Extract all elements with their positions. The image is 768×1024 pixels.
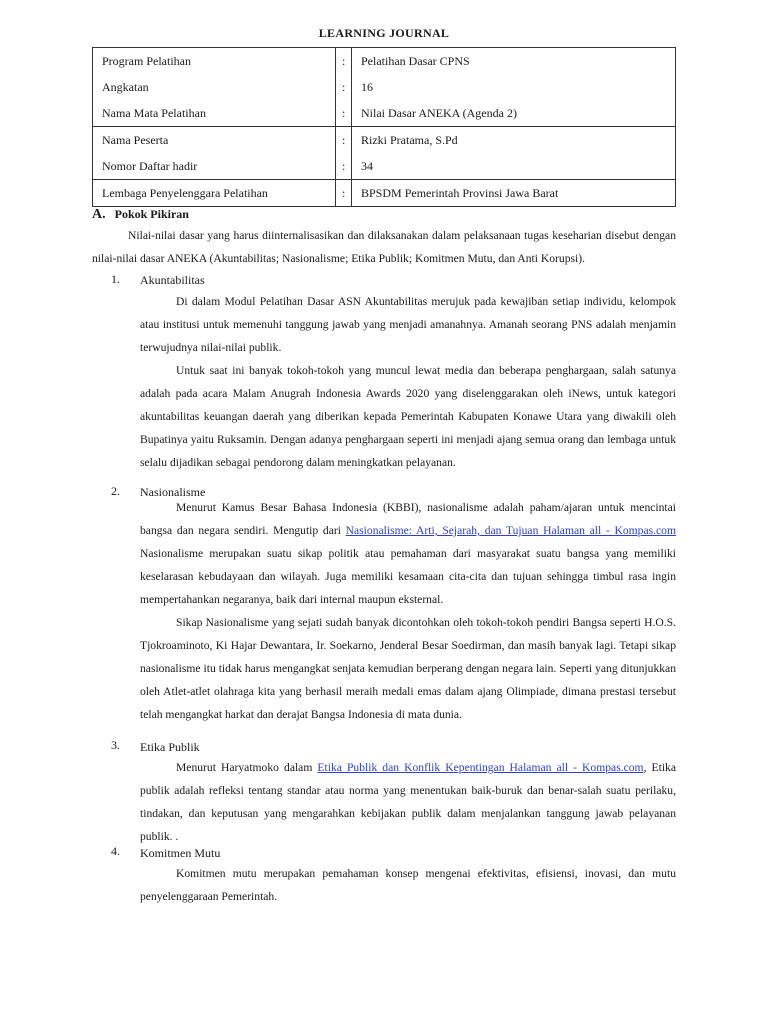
label-nomor-daftar: Nomor Daftar hadir: [102, 159, 198, 173]
paragraph: Sikap Nasionalisme yang sejati sudah banyak dicontohkan oleh tokoh-tokoh pendiri Bangsa seperti H.O.S. Tjokroaminoto, Ki Hajar Dewantara, Ir. Soekarno, Jenderal Besar Soedirman, dan masih banyak lagi. Tetapi sikap nasionalisme itu tidak harus mengangkat senjata kemudian berperang dengan negara lain. Seperti yang ditunjukkan oleh Atlet-atlet olahraga kita yang berhasil meraih medali emas dalam ajang Olimpiade, dimana prestasi tersebut telah mengangkat harkat dan derajat Bangsa Indonesia di mata dunia.: [140, 616, 676, 721]
colon: :: [342, 133, 346, 147]
colon-cell: [336, 48, 352, 127]
nasionalisme-body: [140, 496, 676, 726]
section-a-heading: [92, 207, 189, 223]
table-row: [93, 48, 676, 127]
value-cell: [352, 127, 676, 180]
info-table: [92, 47, 676, 207]
text: Menurut Haryatmoko dalam: [176, 761, 318, 774]
text: Menurut Kamus Besar Bahasa Indonesia (KBBI), nasionalisme adalah paham/ajaran untuk mencintai bangsa dan negara sendiri. Mengutip dari: [140, 501, 676, 537]
colon: :: [342, 54, 346, 68]
colon: :: [342, 106, 346, 120]
section-title: Pokok Pikiran: [114, 207, 189, 221]
paragraph: [140, 756, 676, 848]
table-row: [93, 180, 676, 207]
intro-text: Nilai-nilai dasar yang harus diinternalisasikan dan dilaksanakan dalam pelaksanaan tugas keseharian disebut dengan nilai-nilai dasar ANEKA (Akuntabilitas; Nasionalisme; Etika Publik; Komitmen Mutu, dan Anti Korupsi).: [92, 229, 676, 265]
item-label-nasionalisme: Nasionalisme: [140, 485, 206, 499]
value-mata-pelatihan: Nilai Dasar ANEKA (Agenda 2): [361, 106, 517, 120]
paragraph: [140, 496, 676, 611]
colon-cell: [336, 127, 352, 180]
label-program: Program Pelatihan: [102, 54, 191, 68]
item-label-etika-publik: Etika Publik: [140, 740, 200, 754]
colon: :: [342, 80, 346, 94]
paragraph: Di dalam Modul Pelatihan Dasar ASN Akuntabilitas merujuk pada kewajiban setiap individu, kelompok atau institusi untuk memenuhi tanggung jawab yang menjadi amanahnya. Amanah seorang PNS adalah menjamin terwujudnya nilai-nilai publik.: [140, 295, 676, 354]
item-number: 4.: [111, 844, 120, 858]
label-lembaga: Lembaga Penyelenggara Pelatihan: [102, 186, 268, 200]
value-lembaga: BPSDM Pemerintah Provinsi Jawa Barat: [361, 186, 559, 200]
value-cell: [352, 180, 676, 207]
kompas-etika-publik-link[interactable]: Etika Publik dan Konflik Kepentingan Halaman all - Kompas.com: [317, 761, 644, 774]
value-nama-peserta: Rizki Pratama, S.Pd: [361, 133, 458, 147]
item-label-komitmen-mutu: Komitmen Mutu: [140, 846, 221, 860]
item-number: 3.: [111, 738, 120, 752]
kompas-nasionalisme-link[interactable]: Nasionalisme: Arti, Sejarah, dan Tujuan Halaman all - Kompas.com: [345, 524, 676, 537]
item-number: 1.: [111, 272, 120, 286]
colon: :: [342, 186, 346, 200]
section-letter: A.: [92, 207, 106, 222]
paragraph: Komitmen mutu merupakan pemahaman konsep mengenai efektivitas, efisiensi, inovasi, dan mutu penyelenggaraan Pemerintah.: [140, 867, 676, 903]
value-nomor-daftar: 34: [361, 159, 373, 173]
label-cell: [93, 180, 336, 207]
paragraph: Untuk saat ini banyak tokoh-tokoh yang muncul lewat media dan beberapa penghargaan, salah satunya adalah pada acara Malam Anugrah Indonesia Awards 2020 yang diselenggarakan oleh iNews, untuk kategori akuntabilitas keuangan daerah yang diberikan kepada Pemerintah Kabupaten Konawe Utara yang diwakili oleh Bupatinya yaitu Ruksamin. Dengan adanya penghargaan seperti ini menjadi ajang semua orang dan lembaga untuk selalu dijadikan sebagai pendorong dalam meningkatkan pelayanan.: [140, 364, 676, 469]
label-cell: [93, 127, 336, 180]
label-angkatan: Angkatan: [102, 80, 149, 94]
text: Nasionalisme merupakan suatu sikap politik atau pemahaman dari masyarakat suatu bangsa yang memiliki keselarasan kebudayaan dan wilayah. Juga memiliki kesamaan cita-cita dan tujuan sehingga timbul rasa ingin mempertahankan negaranya, baik dari internal maupun eksternal.: [140, 547, 676, 606]
page-title: LEARNING JOURNAL: [318, 26, 450, 40]
intro-paragraph: [92, 224, 676, 270]
text: , Etika publik adalah refleksi tentang standar atau norma yang menentukan baik-buruk dan benar-salah suatu perilaku, tindakan, dan keputusan yang mengarahkan kebijakan publik dalam menjalankan tanggung jawab pelayanan publik. .: [140, 761, 676, 843]
akuntabilitas-body: [140, 290, 676, 474]
etika-publik-body: [140, 756, 676, 848]
colon: :: [342, 159, 346, 173]
value-cell: [352, 48, 676, 127]
table-row: [93, 127, 676, 180]
komitmen-mutu-body: [140, 862, 676, 908]
label-nama-peserta: Nama Peserta: [102, 133, 169, 147]
item-number: 2.: [111, 484, 120, 498]
label-cell: [93, 48, 336, 127]
value-angkatan: 16: [361, 80, 373, 94]
label-mata-pelatihan: Nama Mata Pelatihan: [102, 106, 206, 120]
value-program: Pelatihan Dasar CPNS: [361, 54, 470, 68]
colon-cell: [336, 180, 352, 207]
item-label-akuntabilitas: Akuntabilitas: [140, 273, 205, 287]
